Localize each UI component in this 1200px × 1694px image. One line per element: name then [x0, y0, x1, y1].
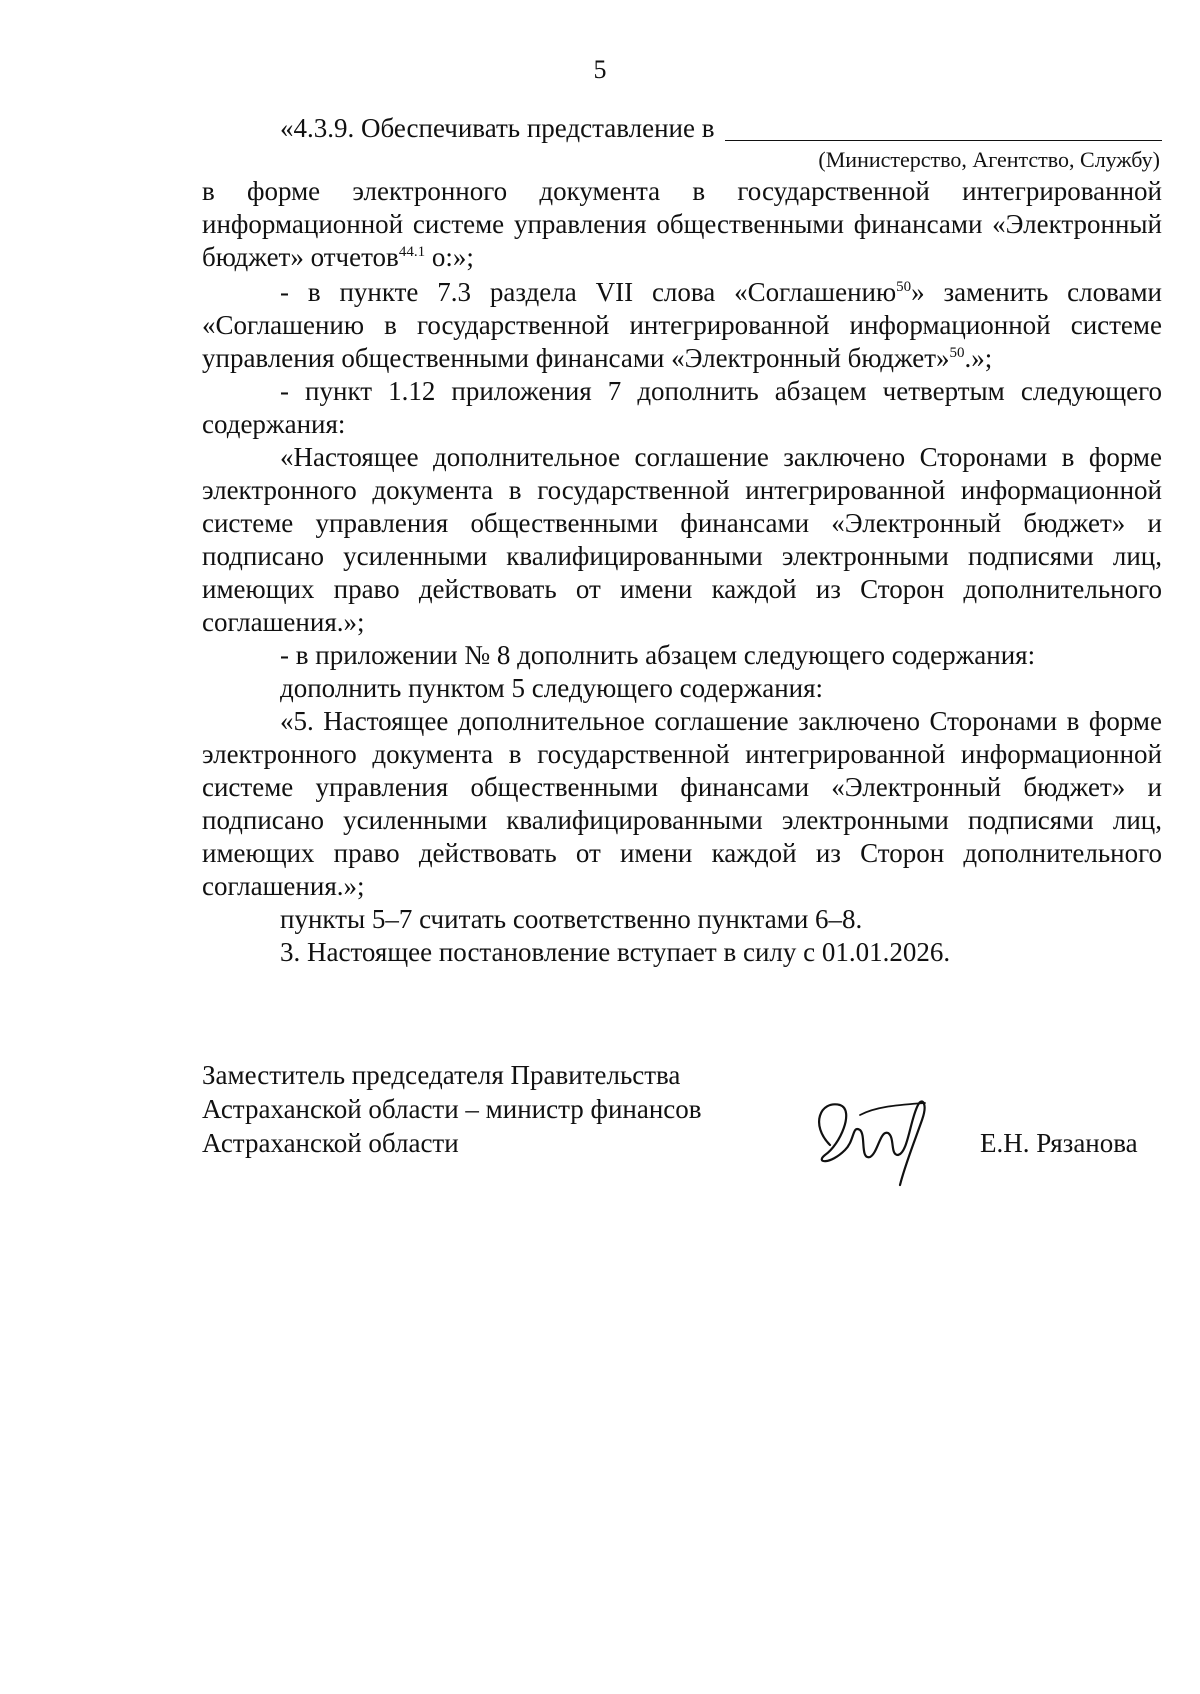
quote-paragraph-1: «Настоящее дополнительное соглашение заключено Сторонами в форме электронного документа в государственной интегрированной информационной системе управления общественными финансами «Электронный бюджет» и подписано усиленными квалифицированными электронными подписями лиц, имеющих право действовать от имени каждой из Сторон дополнительного соглашения.»;: [202, 442, 1162, 637]
clause-4-3-9-prefix: «4.3.9. Обеспечивать представление в: [280, 113, 715, 143]
page-number: 5: [593, 55, 607, 84]
footnote-ref: 50: [949, 345, 965, 361]
footnote-ref: 44.1: [398, 244, 426, 260]
blank-caption: (Министерство, Агентство, Службу): [818, 147, 1160, 172]
item-1-12: - пункт 1.12 приложения 7 дополнить абзацем четвертым следующего содержания:: [202, 376, 1162, 439]
blank-fill-line: [725, 114, 1163, 141]
footnote-ref: 50: [896, 279, 912, 295]
item-renumber: пункты 5–7 считать соответственно пунктами 6–8.: [280, 904, 863, 934]
clause-4-3-9-heading: [202, 112, 1162, 145]
item-appendix-8: - в приложении № 8 дополнить абзацем следующего содержания:: [280, 640, 1036, 670]
signatory-title: [202, 1058, 702, 1160]
clause-4-3-9-text: в форме электронного документа в государственной интегрированной информационной системе управления общественными финансами «Электронный бюджет» отчетов$^{44.1}$ о:»;: [202, 176, 1162, 272]
item-add-point-5: дополнить пунктом 5 следующего содержания:: [280, 673, 824, 703]
signatory-title-line-2: Астраханской области – министр финансов: [202, 1094, 702, 1124]
item-3-effective-date: 3. Настоящее постановление вступает в силу с 01.01.2026.: [280, 937, 951, 967]
handwritten-signature: [800, 1085, 950, 1195]
signatory-title-line-3: Астраханской области: [202, 1128, 459, 1158]
item-7-3: - в пункте 7.3 раздела VII слова «Соглашению$^{50}$» заменить словами «Соглашению в государственной интегрированной информационной системе управления общественными финансами «Электронный бюджет»$^{50}$.»;: [202, 277, 1162, 373]
signatory-title-line-1: Заместитель председателя Правительства: [202, 1060, 681, 1090]
quote-paragraph-2: «5. Настоящее дополнительное соглашение заключено Сторонами в форме электронного документа в государственной интегрированной информационной системе управления общественными финансами «Электронный бюджет» и подписано усиленными квалифицированными электронными подписями лиц, имеющих право действовать от имени каждой из Сторон дополнительного соглашения.»;: [202, 706, 1162, 901]
document-body: [202, 112, 1162, 969]
signatory-name: Е.Н. Рязанова: [980, 1128, 1138, 1158]
